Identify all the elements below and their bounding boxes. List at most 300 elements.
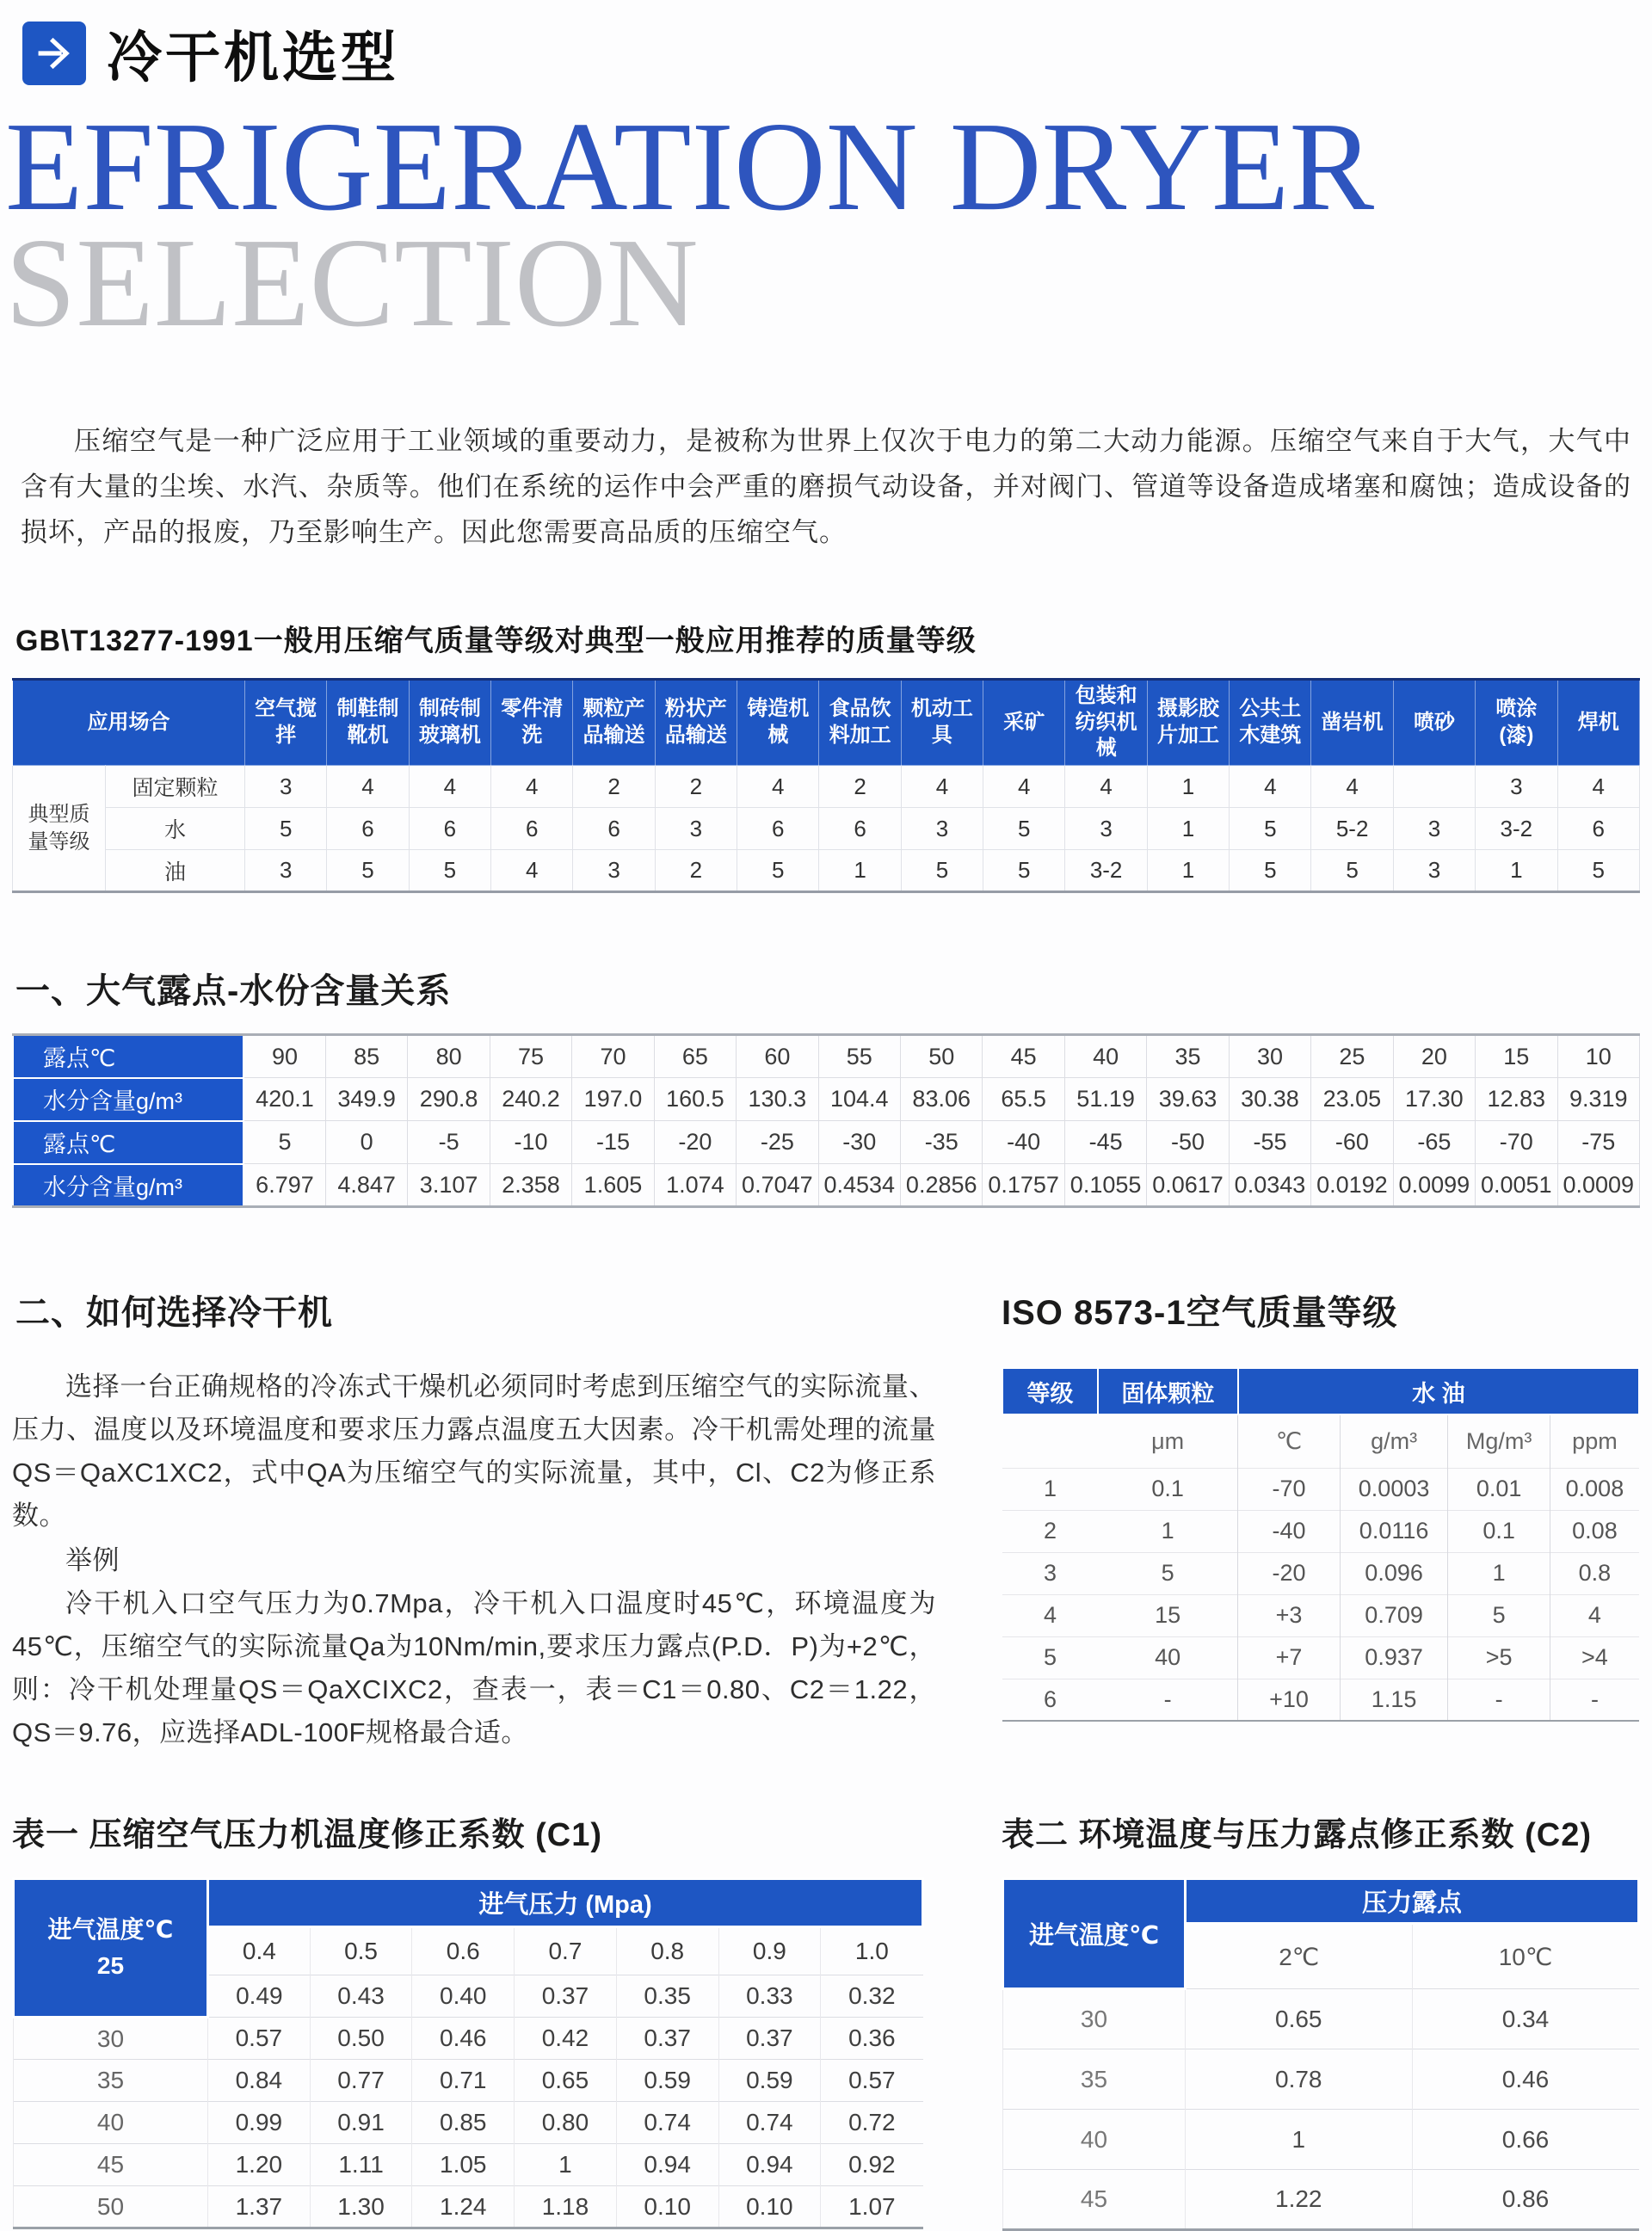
gb-cell: 4: [409, 766, 490, 808]
gb-column-header: 食品饮料加工: [819, 680, 901, 766]
iso-cell: -70: [1238, 1468, 1340, 1510]
dew-cell: 3.107: [408, 1164, 490, 1207]
example-label: 举例: [65, 1545, 120, 1576]
c1-band-row: [14, 1879, 923, 1927]
dew-cell: 0.0051: [1476, 1164, 1557, 1207]
c1-cell: 0.40: [412, 1975, 515, 2018]
dew-cell: 39.63: [1147, 1078, 1229, 1121]
gb-cell: 4: [491, 766, 573, 808]
dew-cell: 2.358: [490, 1164, 571, 1207]
c1-cell: 0.77: [310, 2060, 412, 2102]
gb-table-title: GB\T13277-1991一般用压缩气质量等级对典型一般应用推荐的质量等级: [15, 625, 977, 658]
iso-data-row: [1002, 1510, 1639, 1552]
c2-cell: 0.65: [1186, 1989, 1413, 2049]
iso-cell: 0.1: [1098, 1468, 1238, 1510]
gb-corner-header: 应用场合: [13, 680, 245, 766]
iso-cell: 0.0003: [1340, 1468, 1448, 1510]
dew-cell: 35: [1147, 1035, 1229, 1078]
iso-unit-cell: ppm: [1550, 1414, 1639, 1468]
c2-temp-cell: 30: [1003, 1989, 1186, 2049]
iso-unit-cell: [1002, 1414, 1098, 1468]
iso-cell: -: [1448, 1679, 1550, 1721]
c1-data-row: [14, 2060, 923, 2102]
gb-cell: 6: [327, 808, 409, 850]
iso-cell: 40: [1098, 1636, 1238, 1679]
gb-header-row: [13, 680, 1640, 766]
c2-temp-cell: 35: [1003, 2049, 1186, 2110]
iso-data-row: [1002, 1594, 1639, 1636]
gb-column-header: 粉状产品输送: [655, 680, 737, 766]
dew-cell: 4.847: [325, 1164, 407, 1207]
gb-column-header: 摄影胶片加工: [1147, 680, 1229, 766]
c1-cell: 0.57: [208, 2018, 311, 2060]
dew-cell: 0.0617: [1147, 1164, 1229, 1207]
c2-dewpoint-cell: 10℃: [1412, 1924, 1639, 1989]
gb-column-header: 喷涂(漆): [1476, 680, 1557, 766]
gb-cell: 4: [1311, 766, 1393, 808]
gb-cell: 1: [1147, 808, 1229, 850]
gb-data-row: [13, 850, 1640, 892]
dew-cell: -25: [737, 1121, 818, 1164]
dew-cell: 51.19: [1064, 1078, 1146, 1121]
table-c1-title: 表一 压缩空气压力机温度修正系数 (C1): [12, 1817, 603, 1854]
gb-cell: 3: [245, 766, 327, 808]
iso-cell: -: [1098, 1679, 1238, 1721]
iso-cell: 0.01: [1448, 1468, 1550, 1510]
dew-cell: -35: [901, 1121, 983, 1164]
dew-cell: 30.38: [1229, 1078, 1310, 1121]
iso-cell: 1: [1098, 1510, 1238, 1552]
dew-cell: 0.0009: [1557, 1164, 1640, 1207]
gb-cell: 1: [1147, 766, 1229, 808]
iso-cell: +10: [1238, 1679, 1340, 1721]
iso-cell: 0.08: [1550, 1510, 1639, 1552]
c1-pressure-cell: 0.9: [718, 1927, 821, 1975]
gb-cell: 1: [819, 850, 901, 892]
gb-cell: 6: [819, 808, 901, 850]
dew-row: [13, 1078, 1640, 1121]
iso-solid-header: 固体颗粒: [1098, 1368, 1238, 1414]
c1-pressure-cell: 0.7: [515, 1927, 617, 1975]
c1-cell: 0.36: [821, 2018, 923, 2060]
gb-row-label: 油: [106, 850, 245, 892]
iso-cell: 6: [1002, 1679, 1098, 1721]
gb-row-label: 水: [106, 808, 245, 850]
page-title: 冷干机选型: [107, 27, 399, 89]
dew-row: [13, 1164, 1640, 1207]
c1-pressure-band: 进气压力 (Mpa): [208, 1879, 923, 1927]
section1-heading: 一、大气露点-水份含量关系: [15, 972, 452, 1011]
c1-pressure-cell: 1.0: [821, 1927, 923, 1975]
dew-cell: 0.1055: [1064, 1164, 1146, 1207]
dew-cell: -20: [654, 1121, 736, 1164]
gb-cell: [1393, 766, 1475, 808]
iso-column: [1002, 1285, 1640, 1722]
gb-cell: 5: [1230, 850, 1311, 892]
c1-cell: 0.32: [821, 1975, 923, 2018]
c1-pressure-cell: 0.5: [310, 1927, 412, 1975]
dew-row-label: 露点℃: [13, 1121, 243, 1164]
c1-temp-cell: 30: [14, 2018, 208, 2060]
iso-cell: 1: [1002, 1468, 1098, 1510]
dew-cell: 90: [243, 1035, 325, 1078]
c1-cell: 0.46: [412, 2018, 515, 2060]
dew-cell: 17.30: [1393, 1078, 1475, 1121]
gb-column-header: 零件清洗: [491, 680, 573, 766]
dew-cell: 60: [737, 1035, 818, 1078]
dew-cell: 104.4: [818, 1078, 900, 1121]
gb-cell: 3-2: [1476, 808, 1557, 850]
gb-data-row: [13, 808, 1640, 850]
c1-data-row: [14, 2102, 923, 2144]
c1-cell: 0.74: [718, 2102, 821, 2144]
iso-cell: 0.1: [1448, 1510, 1550, 1552]
dew-cell: 45: [983, 1035, 1064, 1078]
dew-cell: 65.5: [983, 1078, 1064, 1121]
iso-cell: 1.15: [1340, 1679, 1448, 1721]
iso-cell: -20: [1238, 1552, 1340, 1594]
dew-cell: 20: [1393, 1035, 1475, 1078]
c1-cell: 0.37: [515, 1975, 617, 2018]
iso-header-row: [1002, 1368, 1639, 1414]
c2-corner-header: 进气温度℃: [1003, 1879, 1186, 1989]
dew-cell: 160.5: [654, 1078, 736, 1121]
iso-cell: -: [1550, 1679, 1639, 1721]
gb-cell: 5: [409, 850, 490, 892]
c2-cell: 0.78: [1186, 2049, 1413, 2110]
gb-column-header: 铸造机械: [737, 680, 819, 766]
c1-pressure-cell: 0.4: [208, 1927, 311, 1975]
gb-cell: 5: [245, 808, 327, 850]
iso-units-row: [1002, 1414, 1639, 1468]
iso-data-row: [1002, 1552, 1639, 1594]
gb-cell: 6: [409, 808, 490, 850]
c2-data-row: [1003, 2110, 1639, 2170]
iso-air-quality-table: [1002, 1367, 1640, 1722]
iso-cell: 0.096: [1340, 1552, 1448, 1594]
c1-cell: 0.94: [718, 2144, 821, 2186]
gb-cell: 2: [573, 766, 655, 808]
iso-unit-cell: g/m³: [1340, 1414, 1448, 1468]
iso-cell: 5: [1002, 1636, 1098, 1679]
c1-cell: 0.59: [616, 2060, 718, 2102]
dew-cell: 85: [325, 1035, 407, 1078]
c1-cell: 1.11: [310, 2144, 412, 2186]
c1-cell: 0.74: [616, 2102, 718, 2144]
c1-data-row: [14, 2144, 923, 2186]
c2-data-row: [1003, 2170, 1639, 2230]
c1-cell: 1: [515, 2144, 617, 2186]
dew-cell: 5: [243, 1121, 325, 1164]
gb-cell: 6: [1557, 808, 1640, 850]
selection-guide-column: [12, 1285, 936, 1754]
c1-cell: 0.92: [821, 2144, 923, 2186]
iso-water-oil-header: 水 油: [1238, 1368, 1639, 1414]
c1-cell: 0.72: [821, 2102, 923, 2144]
dew-cell: 70: [572, 1035, 654, 1078]
c1-cell: 0.99: [208, 2102, 311, 2144]
dew-cell: 23.05: [1311, 1078, 1393, 1121]
dew-cell: 0.1757: [983, 1164, 1064, 1207]
c2-data-row: [1003, 1989, 1639, 2049]
dew-cell: 420.1: [243, 1078, 325, 1121]
dew-cell: 30: [1229, 1035, 1310, 1078]
dew-row-label: 水分含量g/m³: [13, 1164, 243, 1207]
gb-cell: 6: [491, 808, 573, 850]
gb-cell: 2: [655, 766, 737, 808]
c2-temp-cell: 40: [1003, 2110, 1186, 2170]
iso-data-row: [1002, 1636, 1639, 1679]
dew-cell: 0.4534: [818, 1164, 900, 1207]
gb-data-row: [13, 766, 1640, 808]
gb-cell: 3: [245, 850, 327, 892]
c1-cell: 1.07: [821, 2186, 923, 2228]
gb-cell: 4: [1230, 766, 1311, 808]
gb-column-header: 凿岩机: [1311, 680, 1393, 766]
c1-cell: 0.84: [208, 2060, 311, 2102]
dew-cell: -40: [983, 1121, 1064, 1164]
c1-temp-cell: 35: [14, 2060, 208, 2102]
gb-cell: 3: [1393, 808, 1475, 850]
gb-cell: 3: [573, 850, 655, 892]
gb-cell: 5: [983, 808, 1065, 850]
iso-unit-cell: Mg/m³: [1448, 1414, 1550, 1468]
gb-cell: 4: [901, 766, 983, 808]
dew-cell: -15: [572, 1121, 654, 1164]
c1-cell: 1.20: [208, 2144, 311, 2186]
gb-cell: 5-2: [1311, 808, 1393, 850]
selection-paragraph-1: 选择一台正确规格的冷冻式干燥机必须同时考虑到压缩空气的实际流量、压力、温度以及环境温度和要求压力露点温度五大因素。冷干机需处理的流量QS＝QaXC1XC2，式中QA为压缩空气的实际流量，其中，Cl、C2为修正系数。: [12, 1371, 936, 1532]
gb-cell: 3: [1476, 766, 1557, 808]
iso-cell: 0.709: [1340, 1594, 1448, 1636]
c1-temp-cell: 40: [14, 2102, 208, 2144]
iso-cell: 0.8: [1550, 1552, 1639, 1594]
c1-cell: 0.33: [718, 1975, 821, 2018]
dew-cell: 75: [490, 1035, 571, 1078]
table-c2-title: 表二 环境温度与压力露点修正系数 (C2): [1002, 1817, 1593, 1854]
gb-cell: 1: [1476, 850, 1557, 892]
c1-corner-line1: 进气温度℃: [47, 1916, 174, 1944]
dew-cell: 25: [1311, 1035, 1393, 1078]
title-english-line1: EFRIGERATION DRYER: [5, 96, 1375, 237]
iso-table-title: ISO 8573-1空气质量等级: [1002, 1294, 1398, 1333]
gb-cell: 5: [901, 850, 983, 892]
c2-dewpoint-cell: 2℃: [1186, 1924, 1413, 1989]
c1-pressure-cell: 0.8: [616, 1927, 718, 1975]
dew-cell: 240.2: [490, 1078, 571, 1121]
gb-cell: 4: [1065, 766, 1147, 808]
dew-cell: 80: [408, 1035, 490, 1078]
dew-cell: 10: [1557, 1035, 1640, 1078]
iso-cell: 3: [1002, 1552, 1098, 1594]
gb-row-group-label: 典型质量等级: [13, 766, 106, 892]
dew-cell: 0.0192: [1311, 1164, 1393, 1207]
dew-cell: 15: [1476, 1035, 1557, 1078]
dew-cell: -10: [490, 1121, 571, 1164]
gb-cell: 4: [737, 766, 819, 808]
dew-row-label: 露点℃: [13, 1035, 243, 1078]
gb-cell: 3-2: [1065, 850, 1147, 892]
c1-cell: 0.57: [821, 2060, 923, 2102]
dew-row: [13, 1035, 1640, 1078]
gb-quality-grade-table: [12, 678, 1640, 893]
gb-cell: 5: [327, 850, 409, 892]
c1-temp-cell: 50: [14, 2186, 208, 2228]
gb-cell: 5: [737, 850, 819, 892]
dew-cell: 0.7047: [737, 1164, 818, 1207]
gb-cell: 5: [1311, 850, 1393, 892]
c1-cell: 0.80: [515, 2102, 617, 2144]
gb-column-header: 机动工具: [901, 680, 983, 766]
c1-cell: 0.37: [616, 2018, 718, 2060]
dewpoint-moisture-table: [12, 1033, 1640, 1208]
iso-cell: +7: [1238, 1636, 1340, 1679]
iso-cell: 0.008: [1550, 1468, 1639, 1510]
gb-column-header: 包装和纺织机械: [1065, 680, 1147, 766]
c1-data-row: [14, 2186, 923, 2228]
correction-tables-section: [12, 1808, 1640, 2231]
iso-unit-cell: μm: [1151, 1427, 1185, 1454]
dew-cell: -65: [1393, 1121, 1475, 1164]
iso-cell: 15: [1098, 1594, 1238, 1636]
dew-cell: 65: [654, 1035, 736, 1078]
dew-cell: 197.0: [572, 1078, 654, 1121]
iso-cell: 0.0116: [1340, 1510, 1448, 1552]
gb-column-header: 制砖制玻璃机: [409, 680, 490, 766]
gb-cell: 1: [1147, 850, 1229, 892]
iso-cell: -40: [1238, 1510, 1340, 1552]
c1-cell: 0.42: [515, 2018, 617, 2060]
c2-cell: 0.66: [1412, 2110, 1639, 2170]
gb-cell: 2: [655, 850, 737, 892]
c2-cell: 0.86: [1412, 2170, 1639, 2230]
c1-cell: 1.30: [310, 2186, 412, 2228]
dew-cell: 1.074: [654, 1164, 736, 1207]
c1-cell: 0.65: [515, 2060, 617, 2102]
iso-cell: 5: [1098, 1552, 1238, 1594]
c1-cell: 0.59: [718, 2060, 821, 2102]
c1-cell: 0.37: [718, 2018, 821, 2060]
gb-row-label: 固定颗粒: [106, 766, 245, 808]
c2-correction-table: [1002, 1877, 1640, 2231]
iso-cell: 4: [1002, 1594, 1098, 1636]
gb-column-header: 公共土木建筑: [1230, 680, 1311, 766]
dew-cell: 0.0099: [1393, 1164, 1475, 1207]
c2-cell: 0.46: [1412, 2049, 1639, 2110]
c2-cell: 0.34: [1412, 1989, 1639, 2049]
c2-cell: 1.22: [1186, 2170, 1413, 2230]
dew-cell: 6.797: [243, 1164, 325, 1207]
c2-band-row: [1003, 1879, 1639, 1924]
dew-cell: -50: [1147, 1121, 1229, 1164]
dew-cell: 1.605: [572, 1164, 654, 1207]
iso-unit-cell: ℃: [1238, 1414, 1340, 1468]
iso-cell: 5: [1448, 1594, 1550, 1636]
gb-cell: 4: [327, 766, 409, 808]
dew-cell: -75: [1557, 1121, 1640, 1164]
dew-cell: 290.8: [408, 1078, 490, 1121]
intro-paragraph: 压缩空气是一种广泛应用于工业领域的重要动力，是被称为世界上仅次于电力的第二大动力能源。压缩空气来自于大气，大气中含有大量的尘埃、水汽、杂质等。他们在系统的运作中会严重的磨损气动设备，并对阀门、管道等设备造成堵塞和腐蚀；造成设备的损坏，产品的报废，乃至影响生产。因此您需要高品质的压缩空气。: [21, 426, 1631, 548]
iso-cell: >4: [1550, 1636, 1639, 1679]
dew-cell: 9.319: [1557, 1078, 1640, 1121]
table-c2-block: [1002, 1808, 1640, 2231]
gb-cell: 3: [1065, 808, 1147, 850]
dew-cell: 83.06: [901, 1078, 983, 1121]
gb-cell: 2: [819, 766, 901, 808]
c1-cell: 1.05: [412, 2144, 515, 2186]
dew-row: [13, 1121, 1640, 1164]
title-english-line2: SELECTION: [5, 213, 699, 354]
iso-cell: 2: [1002, 1510, 1098, 1552]
iso-cell: 4: [1550, 1594, 1639, 1636]
dew-cell: 50: [901, 1035, 983, 1078]
selection-paragraph-2: 冷干机入口空气压力为0.7Mpa，冷干机入口温度时45℃，环境温度为45℃，压缩空气的实际流量Qa为10Nm/min,要求压力露点(P.D．P)为+2℃，则：冷干机处理量QS＝QaXCIXC2，查表一，表＝C1＝0.80、C2＝1.22，QS＝9.76，应选择ADL-100F规格最合适。: [12, 1588, 936, 1748]
dew-cell: 12.83: [1476, 1078, 1557, 1121]
c1-cell: 0.94: [616, 2144, 718, 2186]
c2-data-row: [1003, 2049, 1639, 2110]
dew-cell: 55: [818, 1035, 900, 1078]
c1-cell: 0.49: [208, 1975, 311, 2018]
dew-row-label: 水分含量g/m³: [13, 1078, 243, 1121]
c1-temp-cell: 45: [14, 2144, 208, 2186]
dew-cell: -5: [408, 1121, 490, 1164]
dew-cell: -45: [1064, 1121, 1146, 1164]
selection-guide-text: [12, 1365, 936, 1754]
brand-logo: [22, 22, 86, 85]
page-header: [12, 0, 1640, 93]
c2-cell: 1: [1186, 2110, 1413, 2170]
gb-column-header: 焊机: [1557, 680, 1640, 766]
gb-cell: 6: [737, 808, 819, 850]
dew-cell: 0.2856: [901, 1164, 983, 1207]
gb-cell: 5: [983, 850, 1065, 892]
c2-dewpoint-band: 压力露点: [1186, 1879, 1639, 1924]
iso-data-row: [1002, 1468, 1639, 1510]
c1-cell: 1.18: [515, 2186, 617, 2228]
gb-cell: 6: [573, 808, 655, 850]
gb-cell: 5: [1557, 850, 1640, 892]
iso-cell: 0.937: [1340, 1636, 1448, 1679]
arrow-right-icon: [32, 31, 77, 76]
dew-cell: -60: [1311, 1121, 1393, 1164]
c1-cell: 1.37: [208, 2186, 311, 2228]
c2-temp-cell: 45: [1003, 2170, 1186, 2230]
c1-corner-header: [14, 1879, 208, 2018]
gb-column-header: 颗粒产品输送: [573, 680, 655, 766]
gb-column-header: 空气搅拌: [245, 680, 327, 766]
gb-cell: 4: [983, 766, 1065, 808]
gb-column-header: 制鞋制靴机: [327, 680, 409, 766]
c1-cell: 0.91: [310, 2102, 412, 2144]
two-column-section: [12, 1285, 1640, 1754]
c1-correction-table: [12, 1877, 924, 2229]
dew-cell: -55: [1229, 1121, 1310, 1164]
c1-data-row: [14, 2018, 923, 2060]
iso-cell: 1: [1448, 1552, 1550, 1594]
c1-cell: 0.10: [616, 2186, 718, 2228]
gb-cell: 5: [1230, 808, 1311, 850]
c1-cell: 0.50: [310, 2018, 412, 2060]
section2-heading: 二、如何选择冷干机: [15, 1294, 333, 1333]
iso-cell: >5: [1448, 1636, 1550, 1679]
c1-corner-line2: 25: [96, 1952, 125, 1980]
gb-cell: 4: [491, 850, 573, 892]
gb-cell: 4: [1557, 766, 1640, 808]
gb-cell: 3: [901, 808, 983, 850]
c1-cell: 1.24: [412, 2186, 515, 2228]
dew-cell: 349.9: [325, 1078, 407, 1121]
c1-cell: 0.71: [412, 2060, 515, 2102]
